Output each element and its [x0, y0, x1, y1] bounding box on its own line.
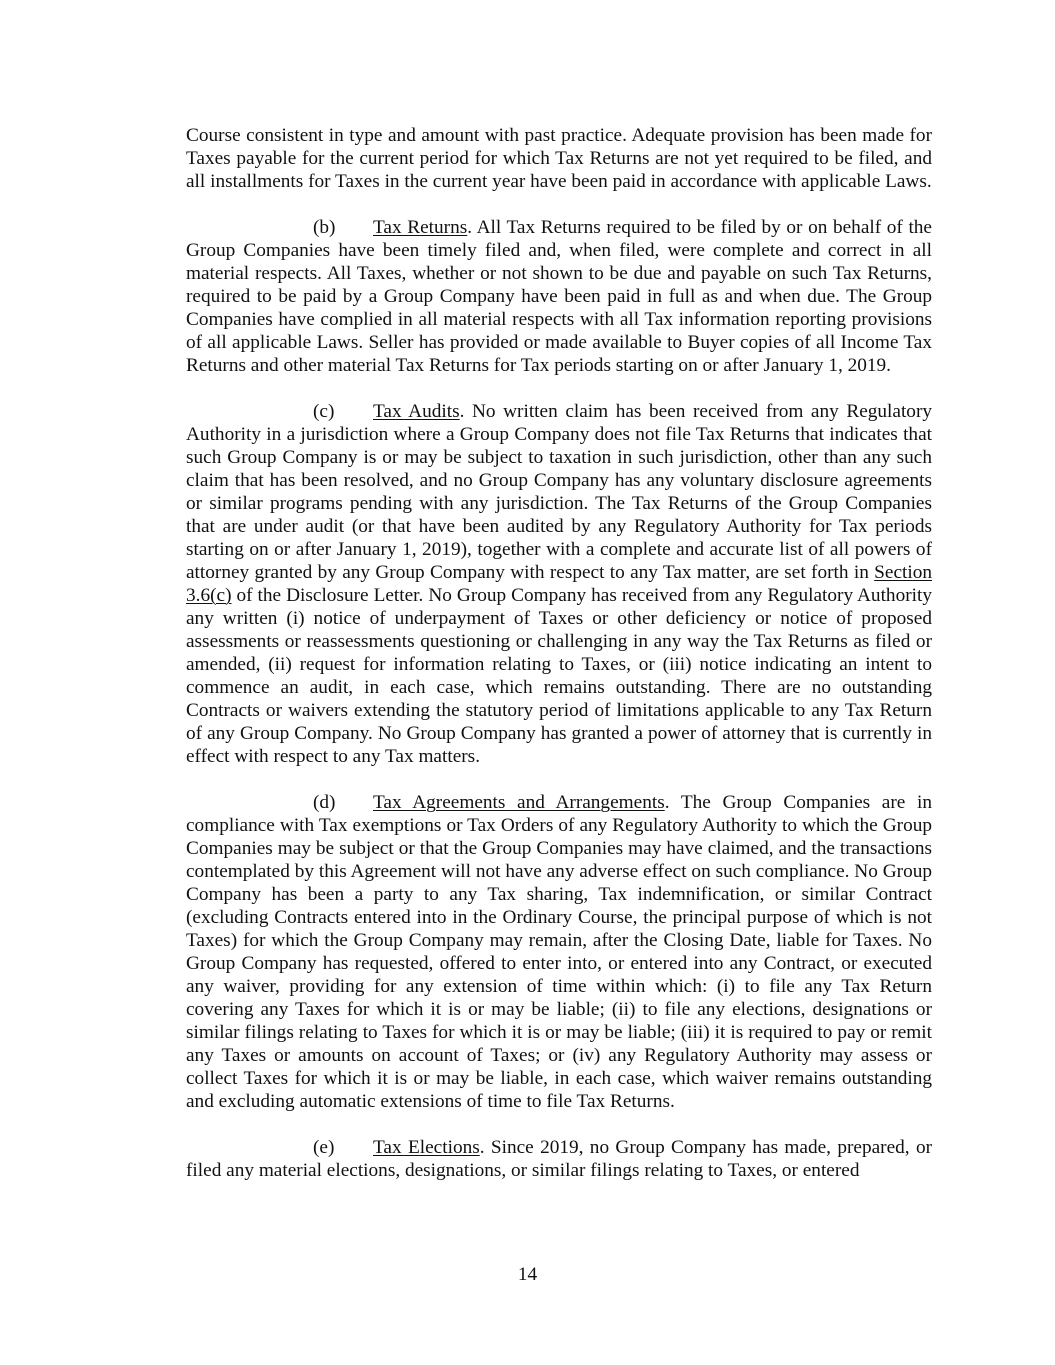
section-body: . The Group Companies are in compliance with Tax exemptions or Tax Orders of any Regulatory Authority to which the Group Companies may be subject or that the Group Companies may have claimed, and the transactions contemplated by this Agreement will not have any adverse effect on such compliance. No Group Company has been a party to any Tax sharing, Tax indemnification, or similar Contract (excluding Contracts entered into in the Ordinary Course, the principal purpose of which is not Taxes) for which the Group Company may remain, after the Closing Date, liable for Taxes. No Group Company has requested, offered to enter into, or entered into any Contract, or executed any waiver, providing for any extension of time within which: (i) to file any Tax Return covering any Taxes for which it is or may be liable; (ii) to file any elections, designations or similar filings relating to Taxes for which it is or may be liable; (iii) it is required to pay or remit any Taxes or amounts on account of Taxes; or (iv) any Regulatory Authority may assess or collect Taxes for which it is or may be liable, in each case, which waiver remains outstanding and excluding automatic extensions of time to file Tax Returns. — [186, 792, 932, 1112]
section-heading: Tax Elections — [373, 1137, 480, 1158]
section-b-tax-returns — [186, 216, 932, 377]
section-heading: Tax Agreements and Arrangements — [373, 792, 665, 813]
section-d-tax-agreements — [186, 791, 932, 1113]
section-label: (d) — [313, 792, 336, 813]
section-body: . No written claim has been received from any Regulatory Authority in a jurisdiction where a Group Company does not file Tax Returns that indicates that such Group Company is or may be subject to taxation in such jurisdiction, other than any such claim that has been resolved, and no Group Company has any voluntary disclosure agreements or similar programs pending with any jurisdiction. The Tax Returns of the Group Companies that are under audit (or that have been audited by any Regulatory Authority for Tax periods starting on or after January 1, 2019), together with a complete and accurate list of all powers of attorney granted by any Group Company with respect to any Tax matter, are set forth in — [186, 401, 933, 583]
section-body-continued: of the Disclosure Letter. No Group Company has received from any Regulatory Authority any written (i) notice of underpayment of Taxes or other deficiency or notice of proposed assessments or reassessments questioning or challenging in any way the Tax Returns as filed or amended, (ii) request for information relating to Taxes, or (iii) notice indicating an intent to commence an audit, in each case, which remains outstanding. There are no outstanding Contracts or waivers extending the statutory period of limitations applicable to any Tax Return of any Group Company. No Group Company has granted a power of attorney that is currently in effect with respect to any Tax matters. — [186, 585, 932, 767]
section-c-tax-audits — [186, 400, 932, 768]
section-label: (c) — [313, 401, 335, 422]
page-number: 14 — [517, 1264, 538, 1285]
section-body: . All Tax Returns required to be filed by or on behalf of the Group Companies have been timely filed and, when filed, were complete and correct in all material respects. All Taxes, whether or not shown to be due and payable on such Tax Returns, required to be paid by a Group Company have been paid in full as and when due. The Group Companies have complied in all material respects with all Tax information reporting provisions of all applicable Laws. Seller has provided or made available to Buyer copies of all Income Tax Returns and other material Tax Returns for Tax periods starting on or after January 1, 2019. — [186, 217, 932, 376]
section-cross-reference: Section 3.6(c) — [186, 562, 932, 606]
section-body: . Since 2019, no Group Company has made, prepared, or filed any material elections, designations, or similar filings relating to Taxes, or entered — [186, 1137, 933, 1181]
continuation-text: Course consistent in type and amount with past practice. Adequate provision has been made for Taxes payable for the current period for which Tax Returns are not yet required to be filed, and all installments for Taxes in the current year have been paid in accordance with applicable Laws. — [186, 125, 932, 192]
section-e-tax-elections — [186, 1136, 932, 1182]
section-heading: Tax Audits — [373, 401, 460, 422]
continuation-paragraph — [186, 124, 932, 193]
section-label: (b) — [313, 217, 336, 238]
section-heading: Tax Returns — [373, 217, 468, 238]
document-page — [186, 124, 932, 1205]
section-label: (e) — [313, 1137, 335, 1158]
